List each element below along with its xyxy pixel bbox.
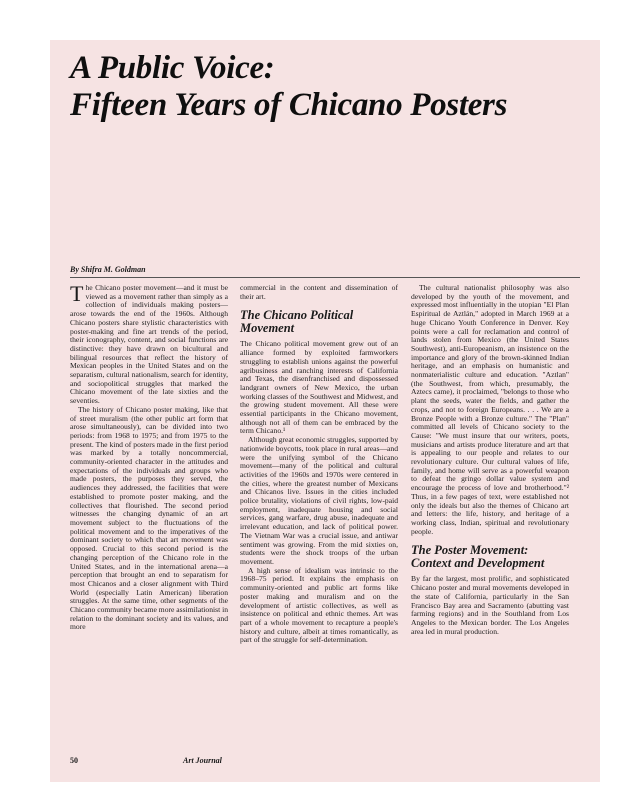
drop-cap: T — [70, 281, 84, 306]
byline-rule — [70, 277, 580, 278]
section-heading-poster-movement: The Poster Movement: Context and Development — [411, 543, 545, 571]
journal-name: Art Journal — [183, 756, 222, 765]
col2-paragraph-2: Although great economic struggles, supported by nationwide boycotts, took place in rural areas—and were the unifying symbol of the Chicano movement—many of the political and cultural activities of the 1960s and 1970s were centered in the cities, where the greatest number of Mexicans and Chicanos live. Issues in the cities included police brutality, violations of civil rights, low-paid employment, inadequate housing and social services, gang warfare, drug abuse, inadequate and irrelevant education, and lack of political power. The Vietnam War was a crucial issue, and antiwar sentiment was growing. From the mid sixties on, students were the shock troops of the urban movement. — [240, 435, 398, 566]
col3-paragraph-1: The cultural nationalist philosophy was also developed by the youth of the movement, and expressed most influentially in the utopian "El Plan Espiritual de Aztlán," adopted in March 1969 at a huge Chicano Youth Conference in Denver. Key points were a call for reclamation and control of lands stolen from Mexico (the United States Southwest), anti-Europeanism, an insistence on the importance and glory of the brown-skinned Indian heritage, and an emphasis on humanistic and nonmaterialistic culture and education. "Aztlan" (the Southwest, from which, presumably, the Aztecs came), it proclaimed, "belongs to those who plant the seeds, water the fields, and gather the crops, and not to foreign Europeans. . . . We are a Bronze People with a Bronze culture." The "Plan" committed all levels of Chicano society to the Cause: "We must insure that our writers, poets, musicians and artists produce literature and art that is appealing to our people and relates to our revolutionary culture. Our cultural values of life, family, and home will serve as a powerful weapon to defeat the gringo dollar value system and encourage the process of love and brotherhood."² Thus, in a few pages of text, were established not only the ideals but also the themes of Chicano art and letters: the life, history, and heritage of a working class, Indian, spiritual and revolutionary people. — [411, 283, 569, 536]
section-heading-political-movement: The Chicano Political Movement — [240, 308, 354, 336]
title-line-1: A Public Voice: — [70, 50, 275, 86]
col1-paragraph-1-text: he Chicano poster movement—and it must be viewed as a movement rather than simply as a collection of individuals making posters—arose towards the end of the 1960s. Although Chicano posters share stylistic characteristics with poster-making and fine art trends of the period, their iconography, content, and social functions are distinctive: they have drawn on bicultural and bilingual resources that reflect the history of Mexican peoples in the United States and on the separatism, cultural nationalism, search for identity, and sociopolitical struggles that marked the Chicano movement of the late sixties and the seventies. — [70, 283, 228, 406]
page-number: 50 — [70, 756, 78, 765]
col2-paragraph-3: A high sense of idealism was intrinsic to the 1968–75 period. It explains the emphasis on community-oriented and public art forms like poster making and muralism and on the development of artistic collectives, as well as insistence on political and ethnic themes. Art was part of a whole movement to recapture a people's history and culture, albeit at times romantically, as part of the struggle for self-determination. — [240, 565, 398, 645]
article-title — [70, 50, 590, 124]
col1-paragraph-1 — [70, 281, 228, 406]
column-3 — [411, 284, 569, 636]
col2-paragraph-1: The Chicano political movement grew out of an alliance formed by exploited farmworkers struggling to establish unions against the powerful agribusiness and ranching interests of California and Texas, the disenfranchised and dispossessed landgrant owners of New Mexico, the urban working classes of the Southwest and Midwest, and the growing student movement. All these were essential participants in the Chicano movement, although not all of them can be embraced by the term Chicano.¹ — [240, 339, 398, 436]
title-line-2: Fifteen Years of Chicano Posters — [70, 87, 508, 123]
column-2 — [240, 284, 398, 645]
col2-paragraph-0: commercial in the content and dissemination of their art. — [240, 283, 398, 301]
byline: By Shifra M. Goldman — [70, 265, 146, 274]
journal-page — [50, 40, 600, 782]
col3-paragraph-2: By far the largest, most prolific, and sophisticated Chicano poster and mural movements developed in the state of California, particularly in the San Francisco Bay area and Sacramento (abutting vast farming regions) and in the Southland from Los Angeles to the Mexican border. The Los Angeles area led in mural production. — [411, 574, 569, 636]
col1-paragraph-2: The history of Chicano poster making, like that of street muralism (the other public art form that arose simultaneously), can be divided into two periods: from 1968 to 1975; and from 1975 to the present. The kind of posters made in the first period was marked by a totally noncommercial, community-oriented character in the attitudes and expectations of the individuals and groups who made posters, the purposes they served, the audiences they addressed, the facilities that were established to promote poster making, and the collectives that flourished. The second period witnesses the changing dynamic of an art movement subject to the fluctuations of the political movement and to the imperatives of the dominant society to which that art movement was opposed. Crucial to this second period is the changing perception of the Chicano role in the United States, and in the international arena—a perception that brought an end to separatism for most Chicanos and a closer alignment with Third World (especially Latin American) liberation struggles. At the same time, other segments of the Chicano community became more assimilationist in relation to the dominant society and its values, and more — [70, 404, 228, 632]
column-1 — [70, 281, 228, 632]
